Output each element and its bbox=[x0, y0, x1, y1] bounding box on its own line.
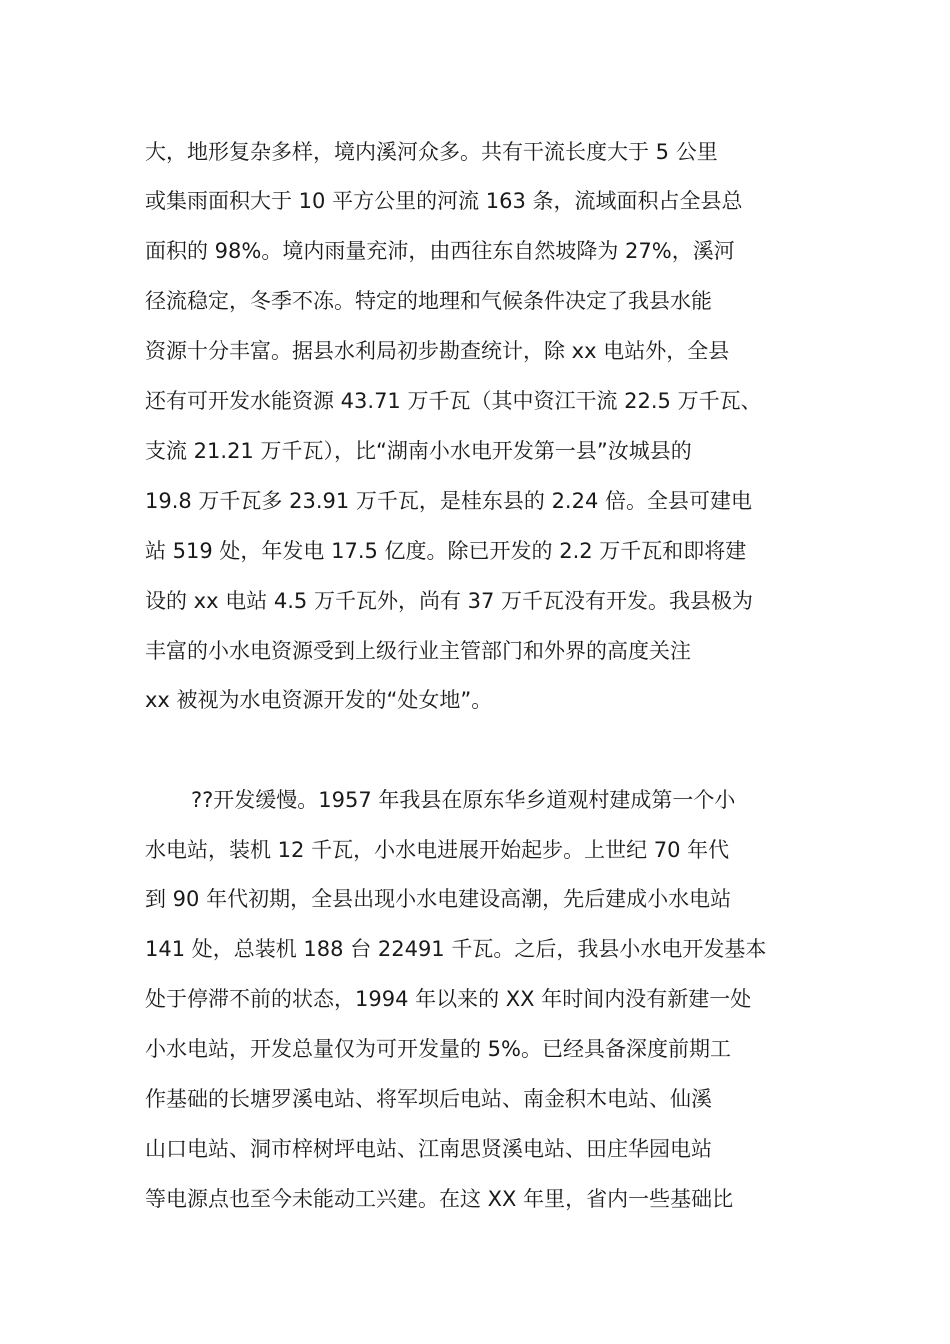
text-line: 等电源点也至今未能动工兴建。在这 XX 年里，省内一些基础比 bbox=[145, 1187, 734, 1211]
text-line: 面积的 98%。境内雨量充沛，由西往东自然坡降为 27%，溪河 bbox=[145, 239, 735, 263]
text-line: 径流稳定，冬季不冻。特定的地理和气候条件决定了我县水能 bbox=[145, 289, 712, 313]
text-line: 141 处，总装机 188 台 22491 千瓦。之后，我县小水电开发基本 bbox=[145, 937, 767, 961]
text-line: 还有可开发水能资源 43.71 万千瓦（其中资江干流 22.5 万千瓦、 bbox=[145, 389, 762, 413]
text-line: 设的 xx 电站 4.5 万千瓦外，尚有 37 万千瓦没有开发。我县极为 bbox=[145, 589, 754, 613]
text-line: xx 被视为水电资源开发的“处女地”。 bbox=[145, 688, 493, 712]
text-line: ??开发缓慢。1957 年我县在原东华乡道观村建成第一个小 bbox=[191, 788, 736, 812]
text-line: 或集雨面积大于 10 平方公里的河流 163 条，流域面积占全县总 bbox=[145, 189, 743, 213]
text-line: 大，地形复杂多样，境内溪河众多。共有干流长度大于 5 公里 bbox=[145, 140, 718, 164]
text-line: 水电站，装机 12 千瓦，小水电进展开始起步。上世纪 70 年代 bbox=[145, 838, 730, 862]
text-line: 19.8 万千瓦多 23.91 万千瓦，是桂东县的 2.24 倍。全县可建电 bbox=[145, 489, 753, 513]
text-line: 处于停滞不前的状态，1994 年以来的 XX 年时间内没有新建一处 bbox=[145, 987, 752, 1011]
text-line: 丰富的小水电资源受到上级行业主管部门和外界的高度关注 bbox=[145, 639, 691, 663]
text-line: 支流 21.21 万千瓦），比“湖南小水电开发第一县”汝城县的 bbox=[145, 439, 692, 463]
text-line: 资源十分丰富。据县水利局初步勘查统计，除 xx 电站外，全县 bbox=[145, 339, 730, 363]
text-line: 作基础的长塘罗溪电站、将军坝后电站、南金积木电站、仙溪 bbox=[145, 1087, 712, 1111]
text-line: 小水电站，开发总量仅为可开发量的 5%。已经具备深度前期工 bbox=[145, 1037, 731, 1061]
text-line: 山口电站、洞市梓树坪电站、江南思贤溪电站、田庄华园电站 bbox=[145, 1137, 712, 1161]
text-line: 到 90 年代初期，全县出现小水电建设高潮，先后建成小水电站 bbox=[145, 887, 732, 911]
text-line: 站 519 处，年发电 17.5 亿度。除已开发的 2.2 万千瓦和即将建 bbox=[145, 539, 747, 563]
